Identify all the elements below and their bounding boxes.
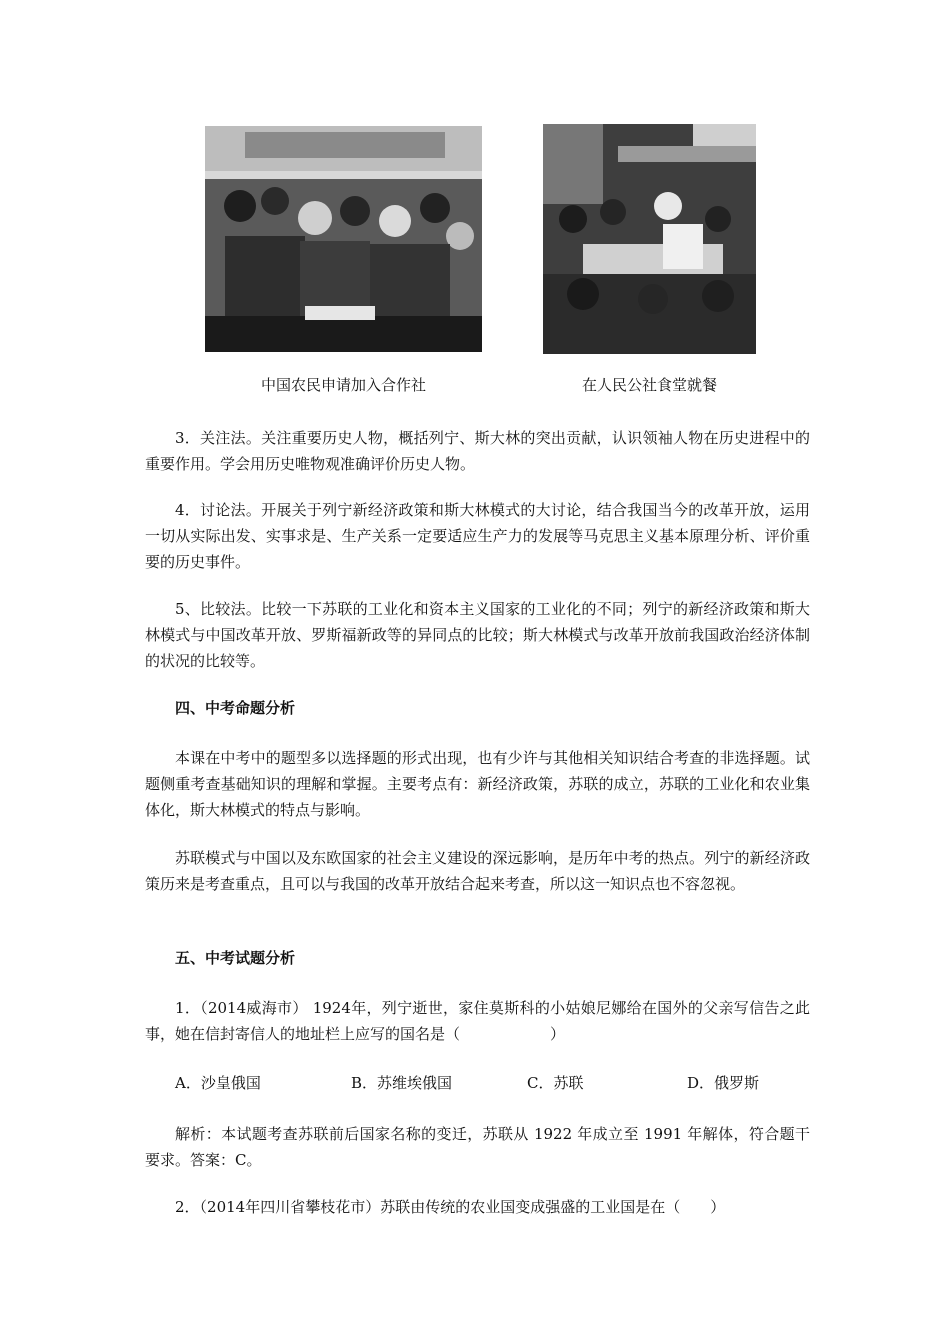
paragraph-method-5: 5、比较法。比较一下苏联的工业化和资本主义国家的工业化的不同；列宁的新经济政策和斯大林模式与中国改革开放、罗斯福新政等的异同点的比较；斯大林模式与改革开放前我国政治经济体制的状况的比较等。 — [145, 600, 810, 670]
photo-commune-canteen-image — [543, 124, 756, 354]
figure-caption-2: 在人民公社食堂就餐 — [581, 376, 717, 394]
option-b: B．苏维埃俄国 — [351, 1074, 453, 1092]
paragraph-method-4: 4．讨论法。开展关于列宁新经济政策和斯大林模式的大讨论，结合我国当今的改革开放，运用一切从实际出发、实事求是、生产关系一定要适应生产力的发展等马克思主义基本原理分析、评价重要的历史事件。 — [145, 501, 810, 571]
section-heading-4: 四、中考命题分析 — [175, 699, 296, 717]
section-heading-5: 五、中考试题分析 — [175, 949, 296, 967]
question-2: 2．（2014年四川省攀枝花市）苏联由传统的农业国变成强盛的工业国是在（ ） — [175, 1198, 726, 1216]
option-a: A．沙皇俄国 — [175, 1074, 261, 1092]
analysis-1: 解析：本试题考查苏联前后国家名称的变迁，苏联从 1922 年成立至 1991 年解体，符合题干要求。答案：C。 — [145, 1125, 810, 1169]
option-d: D．俄罗斯 — [687, 1074, 760, 1092]
paragraph-section4-2: 苏联模式与中国以及东欧国家的社会主义建设的深远影响，是历年中考的热点。列宁的新经济政策历来是考查重点，且可以与我国的改革开放结合起来考查，所以这一知识点也不容忽视。 — [145, 849, 810, 893]
photo-farmers-cooperative-image — [205, 126, 482, 352]
photo-commune-canteen — [543, 124, 756, 354]
paragraph-section4-1: 本课在中考中的题型多以选择题的形式出现，也有少许与其他相关知识结合考查的非选择题。试题侧重考查基础知识的理解和掌握。主要考点有：新经济政策，苏联的成立，苏联的工业化和农业集体化，斯大林模式的特点与影响。 — [145, 749, 810, 819]
figure-caption-1: 中国农民申请加入合作社 — [260, 376, 426, 394]
photo-farmers-cooperative — [205, 126, 482, 352]
question-1: 1．（2014威海市） 1924年，列宁逝世，家住莫斯科的小姑娘尼娜给在国外的父亲写信告之此事，她在信封寄信人的地址栏上应写的国名是（ ） — [145, 999, 810, 1043]
paragraph-method-3: 3．关注法。关注重要历史人物，概括列宁、斯大林的突出贡献，认识领袖人物在历史进程中的重要作用。学会用历史唯物观准确评价历史人物。 — [145, 429, 810, 473]
option-c: C．苏联 — [527, 1074, 584, 1092]
